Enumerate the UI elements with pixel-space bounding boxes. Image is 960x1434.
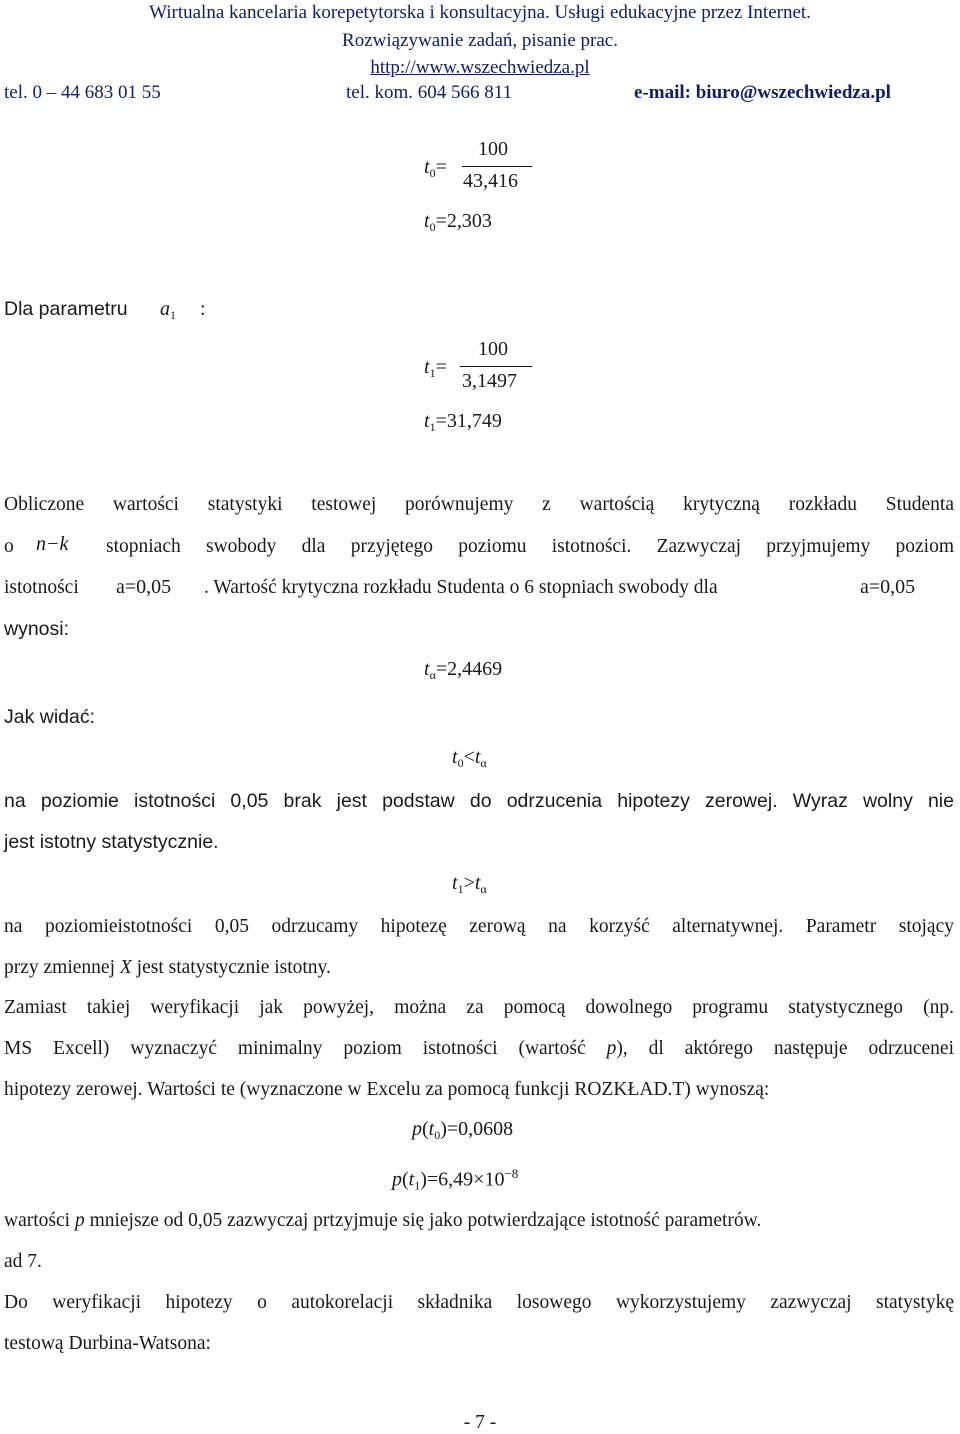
para5-text-a: wartości bbox=[4, 1210, 71, 1231]
para5-text-b: mniejsze od 0,05 zazwyczaj prtzyjmuje się jako potwierdzające istotność parametrów. bbox=[89, 1210, 762, 1231]
eq-rhs: =31,749 bbox=[435, 410, 502, 432]
eq-t1-numerator: 100 bbox=[478, 338, 508, 360]
greater-than: > bbox=[463, 872, 475, 894]
sub-0: 0 bbox=[457, 756, 464, 770]
fraction-bar bbox=[460, 366, 532, 367]
jak-widac: Jak widać: bbox=[4, 706, 96, 728]
eq-t0-denominator: 43,416 bbox=[463, 170, 518, 192]
eq-p-t0 bbox=[412, 1118, 513, 1143]
var-t: t bbox=[424, 356, 430, 378]
header-website-link[interactable]: http://www.wszechwiedza.pl bbox=[370, 57, 590, 78]
page-number: - 7 - bbox=[463, 1412, 497, 1433]
para5-line4: testową Durbina-Watsona: bbox=[4, 1333, 211, 1354]
param-label: Dla parametru bbox=[4, 298, 128, 320]
para1-line3-mid: . Wartość krytyczna rozkładu Studenta o 6 stopniach swobody dla bbox=[204, 577, 718, 598]
sub-0: 0 bbox=[429, 220, 436, 234]
eq-talpha bbox=[424, 658, 502, 683]
var-p: p bbox=[74, 1210, 85, 1231]
eq-t0-numerator: 100 bbox=[478, 138, 508, 160]
var-t: t bbox=[424, 410, 430, 432]
fraction-bar bbox=[462, 166, 532, 167]
header-email[interactable]: e-mail: biuro@wszechwiedza.pl bbox=[634, 82, 891, 103]
paren-close: ) bbox=[420, 1168, 427, 1191]
var-x: X bbox=[119, 957, 132, 978]
var-t: t bbox=[474, 746, 481, 768]
eq-rhs: =2,4469 bbox=[435, 658, 503, 680]
eq-t0-value bbox=[424, 210, 492, 235]
sub-alpha: α bbox=[480, 756, 487, 770]
para1-alpha-1: a=0,05 bbox=[116, 576, 172, 598]
header-mobile: tel. kom. 604 566 811 bbox=[346, 82, 513, 103]
var-t: t bbox=[408, 1168, 415, 1191]
para4-line2 bbox=[4, 1038, 954, 1060]
para4-text-a: MS Excell) wyznaczyć minimalny poziom istotności (wartość bbox=[4, 1038, 586, 1059]
eq-rhs: =2,303 bbox=[435, 210, 492, 232]
sub-0: 0 bbox=[434, 1128, 441, 1142]
para1-alpha-2: a=0,05 bbox=[860, 576, 916, 598]
eq-rhs: =0,0608 bbox=[446, 1118, 514, 1140]
sub-1: 1 bbox=[429, 420, 436, 434]
para1-istotnosci: istotności bbox=[4, 577, 79, 598]
equals-sign: = bbox=[435, 356, 447, 378]
para1-o: o bbox=[4, 536, 14, 557]
var-p: p bbox=[606, 1038, 617, 1059]
eq-t1-frac-lhs bbox=[424, 356, 447, 381]
sub-1: 1 bbox=[429, 366, 436, 380]
sub-1: 1 bbox=[414, 1178, 421, 1193]
var-p: p bbox=[392, 1168, 402, 1191]
para5-line2: ad 7. bbox=[4, 1251, 42, 1272]
eq-t1-value bbox=[424, 410, 502, 435]
sub-1: 1 bbox=[170, 308, 176, 322]
para2-line1: na poziomie istotności 0,05 brak jest podstaw do odrzucenia hipotezy zerowej. Wyraz wolny nie bbox=[4, 790, 954, 812]
eq-t1-denominator: 3,1497 bbox=[462, 370, 517, 392]
sub-1: 1 bbox=[457, 882, 464, 896]
eq-t0-lt-talpha bbox=[452, 746, 487, 771]
para4-line3: hipotezy zerowej. Wartości te (wyznaczone w Excelu za pomocą funkcji ROZKŁAD.T) wynoszą: bbox=[4, 1079, 770, 1100]
para3-line2 bbox=[4, 957, 331, 979]
para5-line3: Do weryfikacji hipotezy o autokorelacji składnika losowego wykorzystujemy zazwyczaj statystykę bbox=[4, 1292, 954, 1313]
var-t: t bbox=[424, 156, 430, 178]
para1-line4: wynosi: bbox=[4, 618, 70, 640]
para3-line1: na poziomieistotności 0,05 odrzucamy hipotezę zerową na korzyść alternatywnej. Parametr stojący bbox=[4, 916, 954, 937]
exponent: −8 bbox=[504, 1166, 519, 1181]
header-line-1: Wirtualna kancelaria korepetytorska i konsultacyjna. Usługi edukacyjne przez Internet. bbox=[149, 2, 811, 23]
var-t: t bbox=[474, 872, 481, 894]
para1-line1: Obliczone wartości statystyki testowej porównujemy z wartością krytyczną rozkładu Studenta bbox=[4, 494, 954, 515]
para2-line2: jest istotny statystycznie. bbox=[4, 831, 219, 853]
paren-open: ( bbox=[422, 1118, 429, 1140]
var-a: a bbox=[160, 298, 170, 320]
header-phone: tel. 0 – 44 683 01 55 bbox=[4, 82, 161, 103]
para5-line1 bbox=[4, 1210, 761, 1232]
header-line-2: Rozwiązywanie zadań, pisanie prac. bbox=[342, 30, 618, 51]
param-a1 bbox=[160, 298, 176, 323]
var-t: t bbox=[424, 210, 430, 232]
equals-sign: = bbox=[435, 156, 447, 178]
var-t: t bbox=[452, 872, 458, 894]
eq-rhs: =6,49×10 bbox=[426, 1168, 505, 1191]
sub-0: 0 bbox=[429, 166, 436, 180]
para1-line2: stopniach swobody dla przyjętego poziomu istotności. Zazwyczaj przyjmujemy poziom bbox=[106, 536, 954, 557]
param-colon: : bbox=[200, 298, 206, 320]
paren-open: ( bbox=[402, 1168, 409, 1191]
para4-text-b: ), dl aktórego następuje odrzucenei bbox=[616, 1038, 955, 1059]
var-t: t bbox=[452, 746, 458, 768]
para4-line1: Zamiast takiej weryfikacji jak powyżej, można za pomocą dowolnego programu statystycznego (np. bbox=[4, 997, 954, 1018]
eq-t0-frac-lhs bbox=[424, 156, 447, 181]
less-than: < bbox=[463, 746, 475, 768]
para3-text-b: jest statystycznie istotny. bbox=[136, 957, 331, 978]
para3-text-a: przy zmiennej bbox=[4, 957, 115, 978]
var-p: p bbox=[412, 1118, 422, 1140]
sub-alpha: α bbox=[429, 668, 436, 682]
var-t: t bbox=[428, 1118, 435, 1140]
paren-close: ) bbox=[440, 1118, 447, 1140]
para1-n-minus-k: n−k bbox=[36, 533, 69, 555]
var-t: t bbox=[424, 658, 430, 680]
eq-t1-gt-talpha bbox=[452, 872, 487, 897]
sub-alpha: α bbox=[480, 882, 487, 896]
eq-p-t1 bbox=[392, 1166, 518, 1194]
